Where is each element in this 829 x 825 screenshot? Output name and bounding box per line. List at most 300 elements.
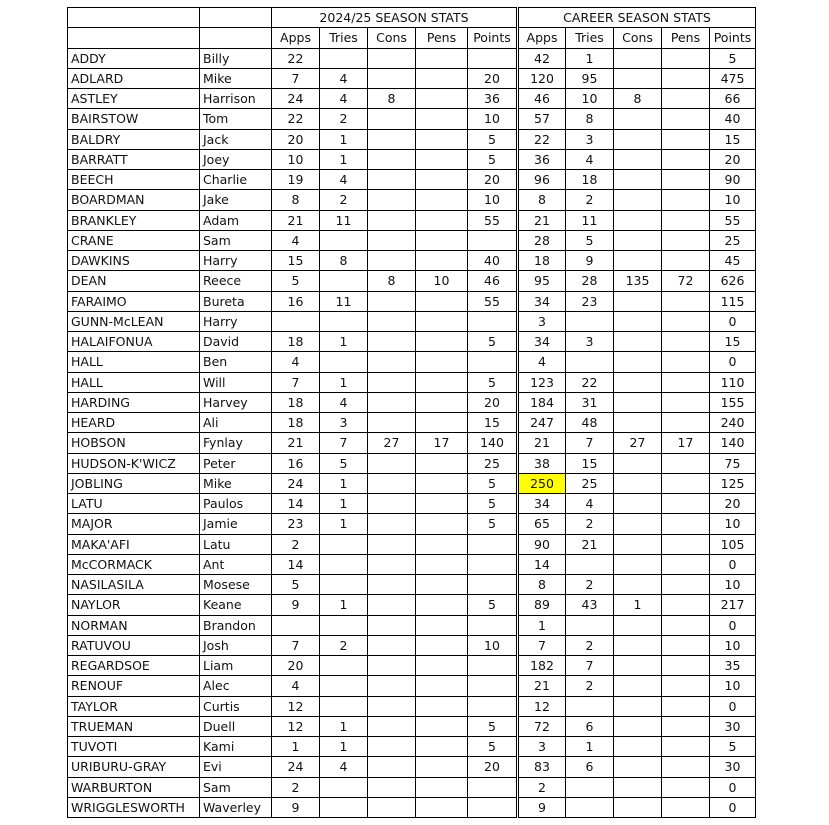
career-tries-cell: 2 <box>566 676 614 696</box>
career-pens-cell <box>662 190 710 210</box>
season-points-cell: 5 <box>468 332 518 352</box>
career-apps-cell: 22 <box>518 129 566 149</box>
career-points-cell: 0 <box>710 797 756 817</box>
career-points-cell: 10 <box>710 190 756 210</box>
stats-table <box>67 7 756 818</box>
player-surname: DEAN <box>68 271 200 291</box>
table-row <box>68 777 756 797</box>
career-cons-cell <box>614 473 662 493</box>
career-cons-cell <box>614 615 662 635</box>
career-points-cell: 475 <box>710 68 756 88</box>
player-first-name: Ali <box>200 413 272 433</box>
season-pens-cell <box>416 575 468 595</box>
career-cons-cell <box>614 149 662 169</box>
season-points-cell <box>468 230 518 250</box>
career-tries-cell: 23 <box>566 291 614 311</box>
season-col-header: Points <box>468 28 518 48</box>
career-points-cell: 5 <box>710 737 756 757</box>
season-cons-cell <box>368 170 416 190</box>
table-row <box>68 676 756 696</box>
career-pens-cell <box>662 392 710 412</box>
career-apps-cell: 123 <box>518 372 566 392</box>
season-cons-cell <box>368 615 416 635</box>
season-apps-cell: 2 <box>272 534 320 554</box>
career-tries-cell: 9 <box>566 251 614 271</box>
season-tries-cell: 4 <box>320 170 368 190</box>
season-points-cell: 5 <box>468 595 518 615</box>
career-cons-cell <box>614 392 662 412</box>
career-apps-cell: 7 <box>518 635 566 655</box>
season-points-cell: 10 <box>468 190 518 210</box>
player-surname: HALL <box>68 352 200 372</box>
player-surname: ADLARD <box>68 68 200 88</box>
season-apps-cell: 10 <box>272 149 320 169</box>
season-pens-cell <box>416 291 468 311</box>
season-tries-cell: 1 <box>320 716 368 736</box>
season-apps-cell: 22 <box>272 48 320 68</box>
career-tries-cell: 7 <box>566 433 614 453</box>
season-pens-cell <box>416 170 468 190</box>
player-surname: HALL <box>68 372 200 392</box>
career-points-cell: 115 <box>710 291 756 311</box>
career-cons-cell <box>614 554 662 574</box>
career-pens-cell <box>662 413 710 433</box>
career-cons-cell <box>614 109 662 129</box>
player-first-name: Josh <box>200 635 272 655</box>
career-cons-cell <box>614 413 662 433</box>
career-points-cell: 35 <box>710 656 756 676</box>
season-points-cell: 5 <box>468 494 518 514</box>
career-apps-cell: 21 <box>518 676 566 696</box>
table-row <box>68 68 756 88</box>
season-cons-cell <box>368 737 416 757</box>
season-tries-cell <box>320 797 368 817</box>
season-pens-cell <box>416 190 468 210</box>
career-tries-cell: 6 <box>566 716 614 736</box>
season-apps-cell: 18 <box>272 332 320 352</box>
season-pens-cell <box>416 676 468 696</box>
career-col-header: Apps <box>518 28 566 48</box>
season-points-cell <box>468 554 518 574</box>
career-points-cell: 140 <box>710 433 756 453</box>
player-surname: HOBSON <box>68 433 200 453</box>
season-tries-cell <box>320 352 368 372</box>
career-pens-cell <box>662 230 710 250</box>
player-first-name: Liam <box>200 656 272 676</box>
career-points-cell: 20 <box>710 149 756 169</box>
season-tries-cell <box>320 575 368 595</box>
season-apps-cell <box>272 615 320 635</box>
season-cons-cell <box>368 575 416 595</box>
career-points-cell: 10 <box>710 635 756 655</box>
career-cons-cell <box>614 575 662 595</box>
season-cons-cell <box>368 149 416 169</box>
season-col-header: Pens <box>416 28 468 48</box>
table-row <box>68 251 756 271</box>
season-points-cell <box>468 777 518 797</box>
season-tries-cell: 2 <box>320 109 368 129</box>
season-cons-cell <box>368 635 416 655</box>
player-first-name: Keane <box>200 595 272 615</box>
career-pens-cell <box>662 494 710 514</box>
season-tries-cell: 1 <box>320 149 368 169</box>
table-row <box>68 514 756 534</box>
career-cons-cell: 1 <box>614 595 662 615</box>
career-pens-cell <box>662 656 710 676</box>
player-surname: BEECH <box>68 170 200 190</box>
season-cons-cell <box>368 554 416 574</box>
player-surname: NAYLOR <box>68 595 200 615</box>
career-tries-cell: 18 <box>566 170 614 190</box>
season-tries-cell: 11 <box>320 291 368 311</box>
career-col-header: Points <box>710 28 756 48</box>
season-group-header: 2024/25 SEASON STATS <box>272 8 518 28</box>
season-cons-cell: 8 <box>368 271 416 291</box>
season-apps-cell: 20 <box>272 129 320 149</box>
season-cons-cell <box>368 68 416 88</box>
player-surname: ADDY <box>68 48 200 68</box>
career-cons-cell: 135 <box>614 271 662 291</box>
season-pens-cell <box>416 797 468 817</box>
career-apps-cell: 57 <box>518 109 566 129</box>
career-cons-cell <box>614 635 662 655</box>
player-surname: FARAIMO <box>68 291 200 311</box>
career-pens-cell <box>662 291 710 311</box>
season-cons-cell <box>368 392 416 412</box>
season-pens-cell <box>416 554 468 574</box>
table-row <box>68 109 756 129</box>
season-pens-cell <box>416 615 468 635</box>
season-cons-cell <box>368 494 416 514</box>
player-first-name: Charlie <box>200 170 272 190</box>
season-cons-cell <box>368 514 416 534</box>
career-cons-cell <box>614 332 662 352</box>
career-tries-cell: 21 <box>566 534 614 554</box>
career-cons-cell <box>614 696 662 716</box>
career-apps-cell: 28 <box>518 230 566 250</box>
season-tries-cell: 1 <box>320 737 368 757</box>
season-apps-cell <box>272 311 320 331</box>
player-first-name: Tom <box>200 109 272 129</box>
season-tries-cell <box>320 534 368 554</box>
table-row <box>68 757 756 777</box>
season-cons-cell <box>368 190 416 210</box>
career-points-cell: 0 <box>710 352 756 372</box>
career-points-cell: 105 <box>710 534 756 554</box>
career-apps-cell: 184 <box>518 392 566 412</box>
season-cons-cell <box>368 109 416 129</box>
career-apps-cell: 1 <box>518 615 566 635</box>
career-points-cell: 240 <box>710 413 756 433</box>
career-points-cell: 15 <box>710 332 756 352</box>
season-cons-cell <box>368 473 416 493</box>
career-apps-cell: 72 <box>518 716 566 736</box>
season-cons-cell <box>368 251 416 271</box>
season-tries-cell <box>320 696 368 716</box>
player-first-name: Fynlay <box>200 433 272 453</box>
season-apps-cell: 21 <box>272 433 320 453</box>
career-apps-cell: 95 <box>518 271 566 291</box>
season-points-cell <box>468 48 518 68</box>
career-pens-cell: 72 <box>662 271 710 291</box>
season-cons-cell <box>368 372 416 392</box>
table-row <box>68 311 756 331</box>
player-surname: TUVOTI <box>68 737 200 757</box>
career-cons-cell <box>614 352 662 372</box>
player-first-name: Harry <box>200 311 272 331</box>
season-cons-cell <box>368 656 416 676</box>
player-surname: JOBLING <box>68 473 200 493</box>
season-tries-cell: 2 <box>320 635 368 655</box>
season-points-cell <box>468 797 518 817</box>
player-surname: RATUVOU <box>68 635 200 655</box>
season-points-cell: 55 <box>468 291 518 311</box>
career-apps-cell: 12 <box>518 696 566 716</box>
season-apps-cell: 1 <box>272 737 320 757</box>
season-points-cell: 20 <box>468 392 518 412</box>
season-apps-cell: 22 <box>272 109 320 129</box>
career-points-cell: 90 <box>710 170 756 190</box>
career-tries-cell: 6 <box>566 757 614 777</box>
season-tries-cell <box>320 271 368 291</box>
career-tries-cell <box>566 797 614 817</box>
season-points-cell: 5 <box>468 514 518 534</box>
career-points-cell: 45 <box>710 251 756 271</box>
season-points-cell <box>468 575 518 595</box>
season-cons-cell <box>368 453 416 473</box>
career-apps-cell: 9 <box>518 797 566 817</box>
season-tries-cell <box>320 311 368 331</box>
season-apps-cell: 19 <box>272 170 320 190</box>
season-pens-cell <box>416 514 468 534</box>
season-apps-cell: 2 <box>272 777 320 797</box>
career-cons-cell <box>614 534 662 554</box>
career-tries-cell: 1 <box>566 48 614 68</box>
career-tries-cell <box>566 615 614 635</box>
career-tries-cell: 2 <box>566 514 614 534</box>
player-first-name: Will <box>200 372 272 392</box>
season-points-cell <box>468 311 518 331</box>
career-apps-cell: 14 <box>518 554 566 574</box>
season-pens-cell <box>416 230 468 250</box>
player-surname: HEARD <box>68 413 200 433</box>
season-points-cell: 140 <box>468 433 518 453</box>
season-points-cell: 20 <box>468 170 518 190</box>
career-apps-cell: 34 <box>518 291 566 311</box>
season-cons-cell <box>368 48 416 68</box>
career-apps-cell: 182 <box>518 656 566 676</box>
table-row <box>68 230 756 250</box>
career-apps-cell: 3 <box>518 737 566 757</box>
column-header-row <box>68 28 756 48</box>
table-row <box>68 413 756 433</box>
career-pens-cell <box>662 635 710 655</box>
career-apps-cell: 46 <box>518 89 566 109</box>
season-tries-cell <box>320 676 368 696</box>
career-cons-cell <box>614 210 662 230</box>
career-tries-cell: 2 <box>566 575 614 595</box>
career-apps-cell: 120 <box>518 68 566 88</box>
player-first-name: Curtis <box>200 696 272 716</box>
career-apps-cell: 89 <box>518 595 566 615</box>
season-pens-cell <box>416 372 468 392</box>
season-pens-cell <box>416 413 468 433</box>
career-apps-cell: 36 <box>518 149 566 169</box>
career-pens-cell: 17 <box>662 433 710 453</box>
season-points-cell: 10 <box>468 635 518 655</box>
season-pens-cell <box>416 129 468 149</box>
career-tries-cell <box>566 554 614 574</box>
player-surname: RENOUF <box>68 676 200 696</box>
career-pens-cell <box>662 251 710 271</box>
career-pens-cell <box>662 68 710 88</box>
career-tries-cell: 3 <box>566 332 614 352</box>
career-points-cell: 155 <box>710 392 756 412</box>
table-row <box>68 291 756 311</box>
player-surname: NASILASILA <box>68 575 200 595</box>
career-pens-cell <box>662 453 710 473</box>
season-tries-cell: 2 <box>320 190 368 210</box>
career-tries-cell: 28 <box>566 271 614 291</box>
season-apps-cell: 16 <box>272 453 320 473</box>
career-cons-cell <box>614 170 662 190</box>
player-first-name: Mike <box>200 473 272 493</box>
season-apps-cell: 8 <box>272 190 320 210</box>
career-col-header: Pens <box>662 28 710 48</box>
career-pens-cell <box>662 372 710 392</box>
season-apps-cell: 14 <box>272 494 320 514</box>
season-cons-cell <box>368 757 416 777</box>
career-points-cell: 25 <box>710 230 756 250</box>
career-apps-cell: 21 <box>518 210 566 230</box>
player-surname: BRANKLEY <box>68 210 200 230</box>
career-pens-cell <box>662 48 710 68</box>
career-tries-cell: 95 <box>566 68 614 88</box>
career-apps-cell: 83 <box>518 757 566 777</box>
season-pens-cell <box>416 48 468 68</box>
season-cons-cell <box>368 534 416 554</box>
player-first-name: Harrison <box>200 89 272 109</box>
season-points-cell: 36 <box>468 89 518 109</box>
career-points-cell: 0 <box>710 696 756 716</box>
career-col-header: Cons <box>614 28 662 48</box>
player-first-name: Evi <box>200 757 272 777</box>
table-row <box>68 575 756 595</box>
table-row <box>68 716 756 736</box>
player-surname: LATU <box>68 494 200 514</box>
career-cons-cell <box>614 656 662 676</box>
career-apps-cell: 42 <box>518 48 566 68</box>
career-cons-cell <box>614 676 662 696</box>
player-surname: BARRATT <box>68 149 200 169</box>
career-pens-cell <box>662 109 710 129</box>
season-apps-cell: 14 <box>272 554 320 574</box>
career-cons-cell: 8 <box>614 89 662 109</box>
season-points-cell: 40 <box>468 251 518 271</box>
career-pens-cell <box>662 514 710 534</box>
season-apps-cell: 24 <box>272 89 320 109</box>
season-apps-cell: 24 <box>272 757 320 777</box>
career-points-cell: 626 <box>710 271 756 291</box>
season-cons-cell <box>368 332 416 352</box>
player-first-name: Sam <box>200 777 272 797</box>
career-pens-cell <box>662 575 710 595</box>
career-points-cell: 5 <box>710 48 756 68</box>
career-pens-cell <box>662 534 710 554</box>
table-row <box>68 372 756 392</box>
season-tries-cell: 5 <box>320 453 368 473</box>
season-apps-cell: 7 <box>272 372 320 392</box>
blank-header-cell <box>200 8 272 28</box>
player-surname: McCORMACK <box>68 554 200 574</box>
season-pens-cell: 10 <box>416 271 468 291</box>
career-points-cell: 30 <box>710 757 756 777</box>
player-surname: TAYLOR <box>68 696 200 716</box>
career-pens-cell <box>662 737 710 757</box>
career-pens-cell <box>662 757 710 777</box>
career-cons-cell <box>614 797 662 817</box>
season-points-cell <box>468 656 518 676</box>
career-tries-cell <box>566 777 614 797</box>
player-first-name: Latu <box>200 534 272 554</box>
career-apps-cell: 96 <box>518 170 566 190</box>
season-pens-cell <box>416 311 468 331</box>
player-surname: BALDRY <box>68 129 200 149</box>
player-surname: WRIGGLESWORTH <box>68 797 200 817</box>
season-points-cell: 10 <box>468 109 518 129</box>
season-points-cell <box>468 534 518 554</box>
season-points-cell <box>468 352 518 372</box>
player-surname: REGARDSOE <box>68 656 200 676</box>
season-pens-cell <box>416 251 468 271</box>
player-first-name: Harvey <box>200 392 272 412</box>
table-row <box>68 615 756 635</box>
player-first-name: Brandon <box>200 615 272 635</box>
career-apps-cell: 247 <box>518 413 566 433</box>
career-apps-cell: 8 <box>518 575 566 595</box>
season-tries-cell: 8 <box>320 251 368 271</box>
season-tries-cell: 1 <box>320 494 368 514</box>
career-pens-cell <box>662 149 710 169</box>
career-cons-cell <box>614 757 662 777</box>
player-surname: CRANE <box>68 230 200 250</box>
player-first-name: Jack <box>200 129 272 149</box>
season-tries-cell: 3 <box>320 413 368 433</box>
table-row <box>68 696 756 716</box>
career-tries-cell: 22 <box>566 372 614 392</box>
career-apps-cell: 65 <box>518 514 566 534</box>
season-points-cell: 55 <box>468 210 518 230</box>
career-pens-cell <box>662 696 710 716</box>
season-apps-cell: 18 <box>272 413 320 433</box>
season-pens-cell <box>416 696 468 716</box>
season-points-cell: 5 <box>468 372 518 392</box>
career-points-cell: 0 <box>710 777 756 797</box>
career-cons-cell <box>614 190 662 210</box>
career-points-cell: 10 <box>710 514 756 534</box>
player-surname: BOARDMAN <box>68 190 200 210</box>
season-apps-cell: 4 <box>272 676 320 696</box>
career-tries-cell: 15 <box>566 453 614 473</box>
season-tries-cell: 4 <box>320 89 368 109</box>
career-tries-cell: 4 <box>566 494 614 514</box>
season-cons-cell <box>368 311 416 331</box>
group-header-row <box>68 8 756 28</box>
season-cons-cell: 8 <box>368 89 416 109</box>
season-col-header: Tries <box>320 28 368 48</box>
career-apps-cell: 2 <box>518 777 566 797</box>
career-pens-cell <box>662 332 710 352</box>
